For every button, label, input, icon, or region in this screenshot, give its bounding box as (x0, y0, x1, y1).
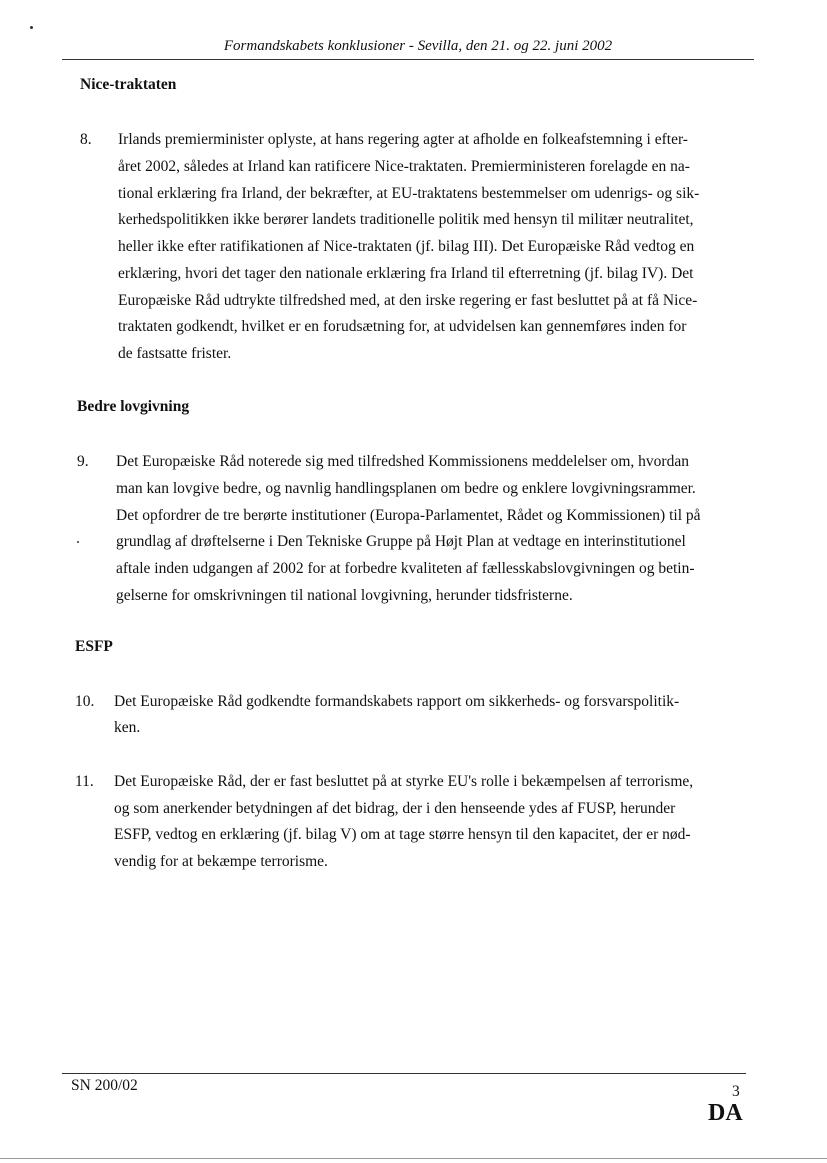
paragraph-line: Europæiske Råd udtrykte tilfredshed med, at den irske regering er fast besluttet på at få Nice- (118, 292, 698, 309)
paragraph-number: 9. (77, 453, 89, 470)
page-header-title: Formandskabets konklusioner - Sevilla, den 21. og 22. juni 2002 (223, 38, 613, 54)
paragraph-line: grundlag af drøftelserne i Den Tekniske Gruppe på Højt Plan at vedtage en interinstitutionel (116, 533, 686, 550)
paragraph-line: Det Europæiske Råd noterede sig med tilfredshed Kommissionens meddelelser om, hvordan (116, 453, 689, 470)
paragraph-line: de fastsatte frister. (118, 345, 232, 362)
paragraph-line: gelserne for omskrivningen til national lovgivning, herunder tidsfristerne. (116, 587, 573, 604)
paragraph-line: kerhedspolitikken ikke berører landets traditionelle politik med hensyn til militær neutralitet, (118, 211, 694, 228)
paragraph-line: ken. (114, 719, 141, 736)
section-heading-esfp: ESFP (75, 638, 113, 655)
paragraph-line: og som anerkender betydningen af det bidrag, der i den henseende ydes af FUSP, herunder (114, 800, 676, 817)
document-reference: SN 200/02 (71, 1077, 138, 1094)
paragraph-number: 11. (75, 773, 94, 790)
paragraph-line: erklæring, hvori det tager den nationale erklæring fra Irland til efterretning (jf. bilag IV). Det (118, 265, 694, 282)
scan-speck (77, 541, 79, 543)
paragraph-line: ESFP, vedtog en erklæring (jf. bilag V) om at tage større hensyn til den kapacitet, der er nød- (114, 826, 691, 843)
paragraph-line: Det Europæiske Råd godkendte formandskabets rapport om sikkerheds- og forsvarspolitik- (114, 693, 680, 710)
paragraph-line: tional erklæring fra Irland, der bekræfter, at EU-traktatens bestemmelser om udenrigs- og sik- (118, 185, 700, 202)
paragraph-line: aftale inden udgangen af 2002 for at forbedre kvaliteten af fællesskabslovgivningen og betin- (116, 560, 695, 577)
paragraph-line: året 2002, således at Irland kan ratificere Nice-traktaten. Premierministeren forelagde en na- (118, 158, 690, 175)
paragraph-line: vendig for at bekæmpe terrorisme. (114, 853, 328, 870)
header-divider (62, 59, 754, 60)
paragraph-line: Det Europæiske Råd, der er fast besluttet på at styrke EU's rolle i bekæmpelsen af terrorisme, (114, 773, 694, 790)
paragraph-line: heller ikke efter ratifikationen af Nice-traktaten (jf. bilag III). Det Europæiske Råd vedtog en (118, 238, 695, 255)
section-heading-bedre-lovgivning: Bedre lovgivning (77, 398, 190, 415)
paragraph-line: Irlands premierminister oplyste, at hans regering agter at afholde en folkeafstemning i efter- (118, 131, 688, 148)
scan-edge-line (0, 1158, 827, 1159)
language-code: DA (708, 1100, 743, 1126)
paragraph-line: traktaten godkendt, hvilket er en forudsætning for, at udvidelsen kan gennemføres inden for (118, 318, 687, 335)
page-number: 3 (732, 1083, 740, 1100)
section-heading-nice-traktaten: Nice-traktaten (80, 76, 177, 93)
paragraph-number: 10. (75, 693, 95, 710)
scan-speck (30, 26, 33, 29)
paragraph-number: 8. (80, 131, 92, 148)
paragraph-line: Det opfordrer de tre berørte institutioner (Europa-Parlamentet, Rådet og Kommissionen) til på (116, 507, 701, 524)
paragraph-line: man kan lovgive bedre, og navnlig handlingsplanen om bedre og enklere lovgivningsrammer. (116, 480, 696, 497)
footer-divider (62, 1073, 746, 1074)
